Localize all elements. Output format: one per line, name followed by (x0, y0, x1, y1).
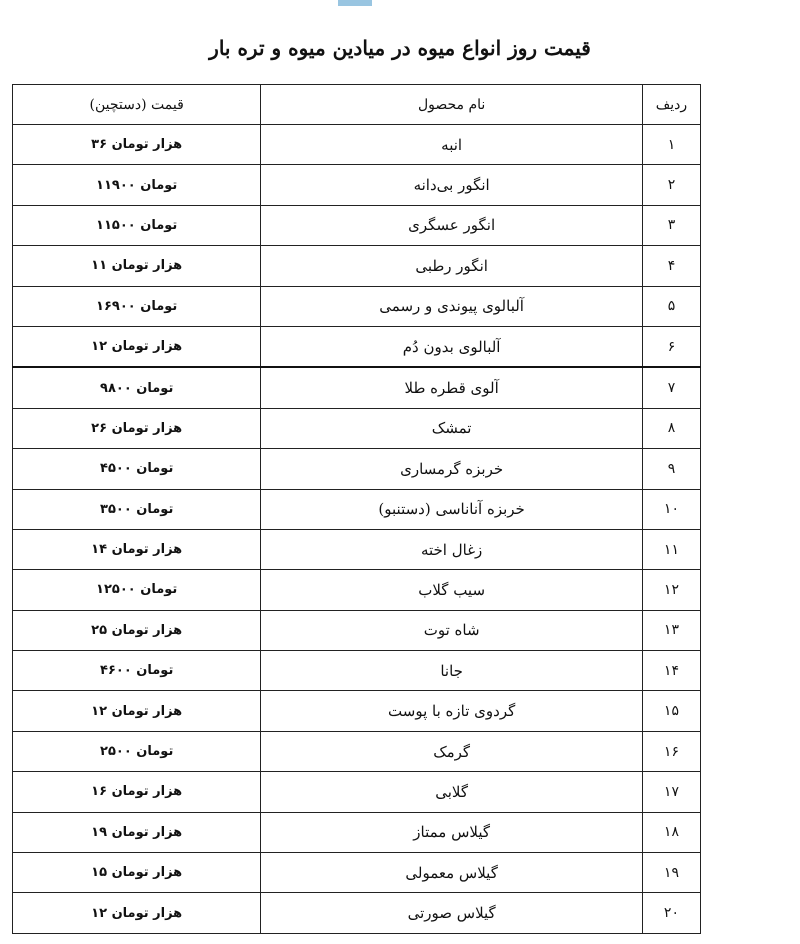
table-row (13, 286, 701, 326)
price-cell: ۱۴ هزار تومان (13, 529, 261, 569)
price-cell: ۱۲ هزار تومان (13, 893, 261, 933)
table-row (13, 125, 701, 165)
product-name-cell: انگور بی‌دانه (261, 165, 643, 205)
row-number-cell: ۵ (642, 286, 700, 326)
price-cell: ۹۸۰۰ تومان (13, 367, 261, 408)
table-row (13, 408, 701, 448)
price-cell: ۴۶۰۰ تومان (13, 651, 261, 691)
price-cell: ۱۶ هزار تومان (13, 772, 261, 812)
product-name-cell: آلوی قطره طلا (261, 367, 643, 408)
row-number-cell: ۶ (642, 326, 700, 367)
table-body (13, 125, 701, 934)
top-decoration (338, 0, 372, 6)
product-name-cell: گیلاس معمولی (261, 853, 643, 893)
table-row (13, 691, 701, 731)
price-cell: ۱۱ هزار تومان (13, 246, 261, 286)
table-row (13, 529, 701, 569)
row-number-cell: ۱۵ (642, 691, 700, 731)
price-cell: ۱۲۵۰۰ تومان (13, 570, 261, 610)
product-name-cell: گرمک (261, 731, 643, 771)
row-number-cell: ۳ (642, 205, 700, 245)
table-row (13, 893, 701, 933)
row-number-cell: ۷ (642, 367, 700, 408)
table-row (13, 731, 701, 771)
price-cell: ۱۱۹۰۰ تومان (13, 165, 261, 205)
header-row-number: ردیف (642, 85, 700, 125)
price-cell: ۱۲ هزار تومان (13, 691, 261, 731)
header-price: قیمت (دستچین) (13, 85, 261, 125)
product-name-cell: خربزه آناناسی (دستنبو) (261, 489, 643, 529)
price-cell: ۱۶۹۰۰ تومان (13, 286, 261, 326)
row-number-cell: ۱۷ (642, 772, 700, 812)
product-name-cell: آلبالوی پیوندی و رسمی (261, 286, 643, 326)
product-name-cell: گیلاس ممتاز (261, 812, 643, 852)
table-row (13, 326, 701, 367)
price-cell: ۱۲ هزار تومان (13, 326, 261, 367)
product-name-cell: خربزه گرمساری (261, 449, 643, 489)
table-row (13, 246, 701, 286)
price-cell: ۱۵ هزار تومان (13, 853, 261, 893)
header-product-name: نام محصول (261, 85, 643, 125)
product-name-cell: سیب گلاب (261, 570, 643, 610)
row-number-cell: ۱۶ (642, 731, 700, 771)
price-cell: ۲۵ هزار تومان (13, 610, 261, 650)
product-name-cell: انبه (261, 125, 643, 165)
product-name-cell: گردوی تازه با پوست (261, 691, 643, 731)
page-title: قیمت روز انواع میوه در میادین میوه و تره بار (209, 36, 591, 60)
row-number-cell: ۱ (642, 125, 700, 165)
product-name-cell: آلبالوی بدون دُم (261, 326, 643, 367)
row-number-cell: ۹ (642, 449, 700, 489)
fruit-price-table (12, 84, 701, 934)
row-number-cell: ۱۴ (642, 651, 700, 691)
price-cell: ۳۶ هزار تومان (13, 125, 261, 165)
product-name-cell: انگور عسگری (261, 205, 643, 245)
price-cell: ۱۹ هزار تومان (13, 812, 261, 852)
price-cell: ۲۵۰۰ تومان (13, 731, 261, 771)
product-name-cell: گلابی (261, 772, 643, 812)
table-row (13, 205, 701, 245)
table-row (13, 367, 701, 408)
product-name-cell: گیلاس صورتی (261, 893, 643, 933)
table-row (13, 489, 701, 529)
table-row (13, 651, 701, 691)
table-row (13, 853, 701, 893)
table-row (13, 570, 701, 610)
row-number-cell: ۲ (642, 165, 700, 205)
table-row (13, 165, 701, 205)
row-number-cell: ۱۳ (642, 610, 700, 650)
table-row (13, 772, 701, 812)
price-cell: ۴۵۰۰ تومان (13, 449, 261, 489)
row-number-cell: ۱۹ (642, 853, 700, 893)
product-name-cell: تمشک (261, 408, 643, 448)
row-number-cell: ۸ (642, 408, 700, 448)
product-name-cell: زغال اخته (261, 529, 643, 569)
price-cell: ۲۶ هزار تومان (13, 408, 261, 448)
product-name-cell: شاه توت (261, 610, 643, 650)
row-number-cell: ۱۲ (642, 570, 700, 610)
row-number-cell: ۲۰ (642, 893, 700, 933)
table-header-row (13, 85, 701, 125)
row-number-cell: ۱۱ (642, 529, 700, 569)
table-row (13, 812, 701, 852)
price-cell: ۱۱۵۰۰ تومان (13, 205, 261, 245)
row-number-cell: ۴ (642, 246, 700, 286)
row-number-cell: ۱۰ (642, 489, 700, 529)
table-row (13, 610, 701, 650)
price-cell: ۳۵۰۰ تومان (13, 489, 261, 529)
table-row (13, 449, 701, 489)
product-name-cell: انگور رطبی (261, 246, 643, 286)
product-name-cell: جانا (261, 651, 643, 691)
row-number-cell: ۱۸ (642, 812, 700, 852)
